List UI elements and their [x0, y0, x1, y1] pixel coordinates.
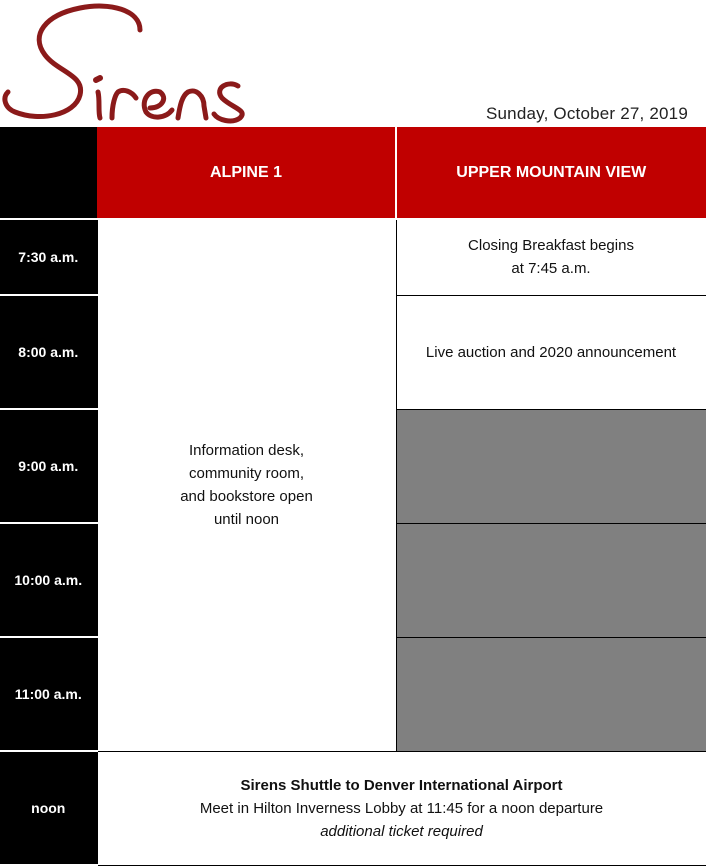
time-label: 7:30 a.m.: [0, 219, 97, 295]
time-label: noon: [0, 751, 97, 865]
room-header-upper-mountain-view: UPPER MOUNTAIN VIEW: [396, 127, 706, 219]
event-date: Sunday, October 27, 2019: [485, 104, 688, 123]
breakfast-line: Closing Breakfast begins: [468, 237, 634, 255]
alpine-info-block: [97, 219, 396, 751]
header-row: [0, 127, 706, 219]
sirens-logo-icon: [0, 0, 270, 128]
shuttle-title: Sirens Shuttle to Denver International Airport: [240, 776, 563, 794]
alpine-line: until noon: [213, 511, 280, 529]
time-label: 8:00 a.m.: [0, 295, 97, 409]
breakfast-line: at 7:45 a.m.: [511, 260, 591, 278]
alpine-line: Information desk,: [188, 442, 305, 460]
empty-slot-cell: [396, 409, 706, 523]
room-header-alpine-1: ALPINE 1: [97, 127, 396, 219]
table-row: [0, 219, 706, 295]
shuttle-detail: Meet in Hilton Inverness Lobby at 11:45 for a noon departure: [199, 799, 604, 817]
corner-cell: [0, 127, 97, 219]
time-label: 11:00 a.m.: [0, 637, 97, 751]
empty-slot-cell: [396, 523, 706, 637]
sirens-logo: [0, 0, 270, 128]
alpine-line: and bookstore open: [180, 488, 313, 506]
shuttle-cell: [97, 751, 706, 865]
schedule-table: [0, 127, 706, 866]
shuttle-note: additional ticket required: [320, 822, 483, 840]
empty-slot-cell: [396, 637, 706, 751]
table-row: [0, 751, 706, 865]
closing-breakfast-cell: [396, 219, 706, 295]
alpine-line: community room,: [188, 465, 305, 483]
live-auction-cell: Live auction and 2020 announcement: [396, 295, 706, 409]
time-label: 9:00 a.m.: [0, 409, 97, 523]
time-label: 10:00 a.m.: [0, 523, 97, 637]
